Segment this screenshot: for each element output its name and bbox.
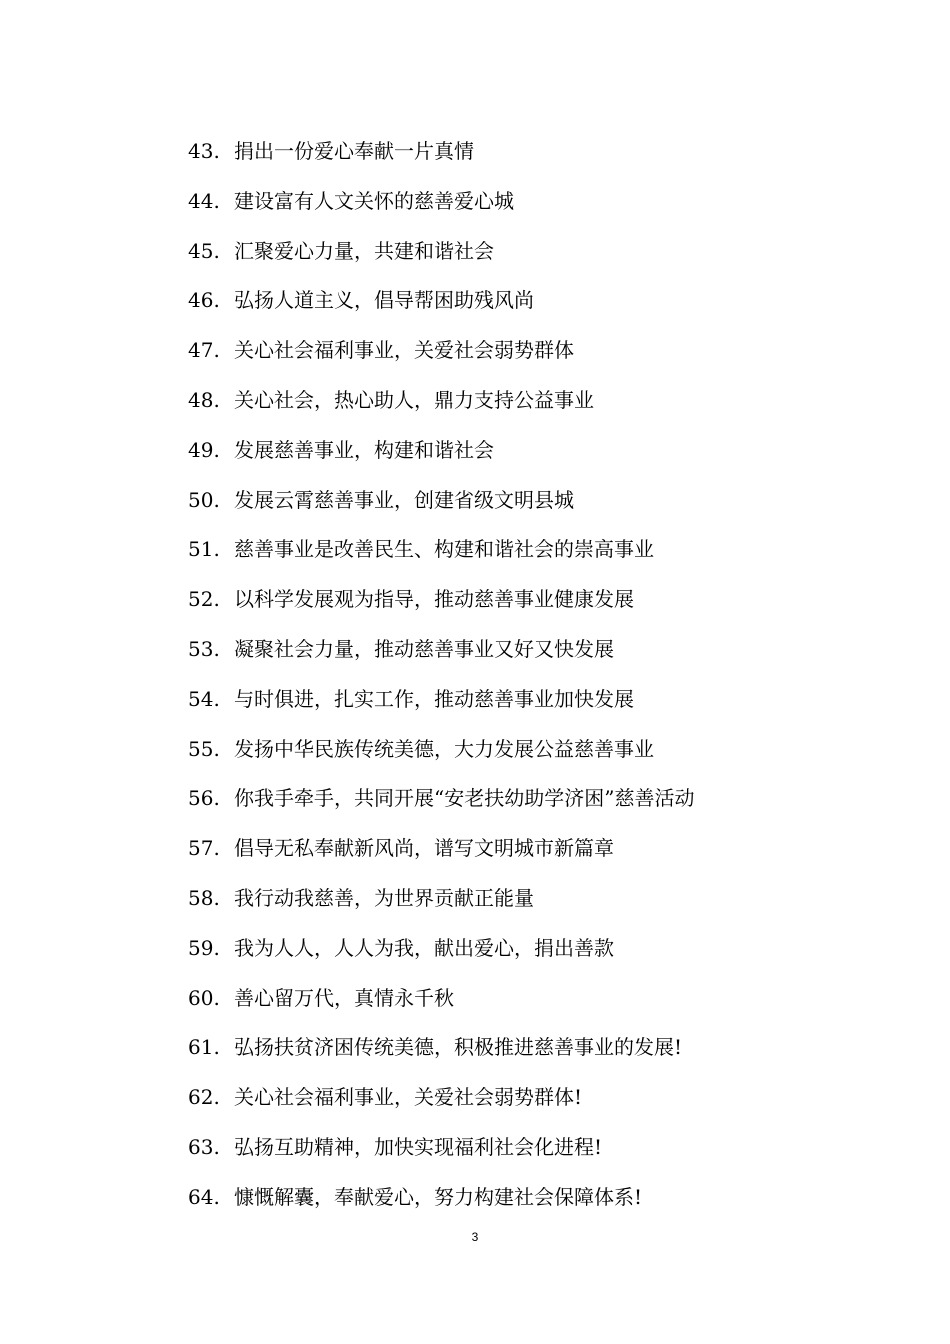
list-item — [188, 182, 888, 232]
item-text: 发展云霄慈善事业，创建省级文明县城 — [234, 487, 574, 512]
item-text: 弘扬扶贫济困传统美德，积极推进慈善事业的发展! — [234, 1035, 683, 1060]
item-number: 49. — [188, 437, 220, 462]
item-text: 你我手牵手，共同开展“安老扶幼助学济困”慈善活动 — [234, 786, 695, 811]
list-item — [188, 680, 888, 730]
item-number: 44. — [188, 188, 220, 213]
list-item — [188, 1178, 888, 1228]
list-item — [188, 1028, 888, 1078]
item-text: 关心社会，热心助人，鼎力支持公益事业 — [234, 387, 594, 412]
list-item — [188, 730, 888, 780]
item-number: 52. — [188, 587, 220, 612]
item-text: 捐出一份爱心奉献一片真情 — [234, 139, 474, 163]
item-number: 63. — [188, 1134, 220, 1159]
list-item — [188, 879, 888, 929]
list-item — [188, 929, 888, 979]
item-number: 62. — [188, 1085, 220, 1110]
item-text: 发展慈善事业，构建和谐社会 — [234, 437, 494, 462]
list-item — [188, 132, 888, 182]
item-number: 55. — [188, 736, 220, 761]
item-text: 我为人人，人人为我，献出爱心，捐出善款 — [234, 935, 614, 960]
list-item — [188, 481, 888, 531]
item-text: 与时俱进，扎实工作，推动慈善事业加快发展 — [234, 686, 634, 711]
item-number: 56. — [188, 786, 220, 811]
list-item — [188, 381, 888, 431]
list-item — [188, 431, 888, 481]
list-item — [188, 1078, 888, 1128]
item-text: 慷慨解囊，奉献爱心，努力构建社会保障体系! — [234, 1184, 643, 1209]
item-number: 51. — [188, 537, 220, 562]
list-item — [188, 331, 888, 381]
item-text: 慈善事业是改善民生、构建和谐社会的崇高事业 — [234, 537, 654, 562]
item-number: 54. — [188, 686, 220, 711]
item-text: 汇聚爱心力量，共建和谐社会 — [234, 238, 494, 263]
item-text: 弘扬人道主义，倡导帮困助残风尚 — [234, 288, 534, 313]
item-number: 64. — [188, 1184, 220, 1209]
list-item — [188, 232, 888, 282]
list-item — [188, 580, 888, 630]
item-number: 61. — [188, 1035, 220, 1060]
item-number: 48. — [188, 387, 220, 412]
item-text: 以科学发展观为指导，推动慈善事业健康发展 — [234, 587, 634, 612]
item-text: 关心社会福利事业，关爱社会弱势群体 — [234, 338, 574, 363]
item-text: 建设富有人文关怀的慈善爱心城 — [234, 188, 514, 213]
list-item — [188, 630, 888, 680]
list-item — [188, 530, 888, 580]
item-number: 59. — [188, 935, 220, 960]
page-number: 3 — [471, 1230, 479, 1244]
item-number: 50. — [188, 487, 220, 512]
item-text: 凝聚社会力量，推动慈善事业又好又快发展 — [234, 636, 614, 661]
item-number: 58. — [188, 885, 220, 910]
item-number: 47. — [188, 338, 220, 363]
list-item — [188, 281, 888, 331]
item-text: 发扬中华民族传统美德，大力发展公益慈善事业 — [234, 736, 654, 761]
item-text: 我行动我慈善，为世界贡献正能量 — [234, 885, 534, 910]
list-item — [188, 1128, 888, 1178]
list-item — [188, 829, 888, 879]
item-number: 60. — [188, 985, 220, 1010]
list-item — [188, 979, 888, 1029]
item-text: 弘扬互助精神，加快实现福利社会化进程! — [234, 1134, 603, 1159]
item-text: 善心留万代，真情永千秋 — [234, 985, 454, 1010]
list-item — [188, 779, 888, 829]
item-number: 45. — [188, 238, 220, 263]
item-number: 46. — [188, 288, 220, 313]
item-text: 关心社会福利事业，关爱社会弱势群体! — [234, 1085, 583, 1110]
item-number: 57. — [188, 836, 220, 861]
item-text: 倡导无私奉献新风尚，谱写文明城市新篇章 — [234, 836, 614, 861]
item-number: 53. — [188, 636, 220, 661]
slogan-list — [188, 132, 888, 1228]
item-number: 43. — [188, 139, 220, 163]
